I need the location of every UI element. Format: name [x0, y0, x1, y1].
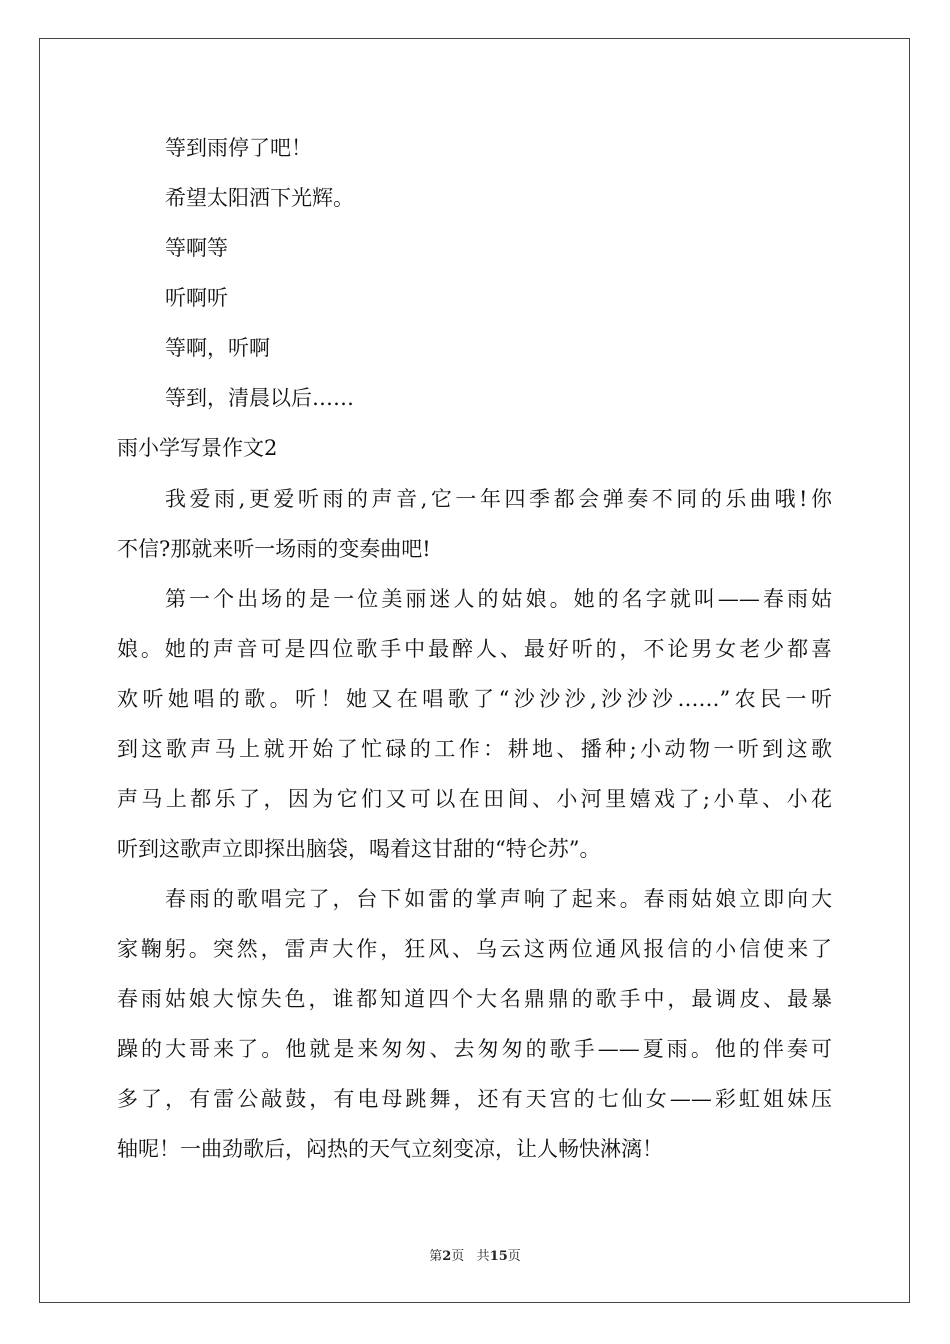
section-heading: 雨小学写景作文2 — [117, 436, 278, 460]
poem-line: 等到雨停了吧！ — [165, 136, 312, 160]
paragraph-line: 家鞠躬。突然，雷声大作，狂风、乌云这两位通风报信的小信使来了 — [117, 937, 832, 961]
paragraph-line: 欢听她唱的歌。听！她又在唱歌了“沙沙沙,沙沙沙……”农民一听 — [117, 687, 832, 711]
paragraph-line: 娘。她的声音可是四位歌手中最醉人、最好听的，不论男女老少都喜 — [117, 637, 832, 661]
paragraph-line: 躁的大哥来了。他就是来匆匆、去匆匆的歌手——夏雨。他的伴奏可 — [117, 1037, 832, 1061]
paragraph-line: 到这歌声马上就开始了忙碌的工作：耕地、播种;小动物一听到这歌 — [117, 737, 832, 761]
paragraph-line: 春雨的歌唱完了，台下如雷的掌声响了起来。春雨姑娘立即向大 — [165, 887, 832, 911]
paragraph-line: 声马上都乐了，因为它们又可以在田间、小河里嬉戏了;小草、小花 — [117, 787, 832, 811]
paragraph-line: 第一个出场的是一位美丽迷人的姑娘。她的名字就叫——春雨姑 — [165, 587, 832, 611]
poem-line: 等到，清晨以后…… — [165, 386, 354, 410]
page-suffix: 页 — [451, 1249, 465, 1264]
paragraph-line: 轴呢！一曲劲歌后，闷热的天气立刻变凉，让人畅快淋漓！ — [117, 1137, 663, 1161]
poem-line: 希望太阳洒下光辉。 — [165, 186, 354, 210]
paragraph-line: 春雨姑娘大惊失色，谁都知道四个大名鼎鼎的歌手中，最调皮、最暴 — [117, 987, 832, 1011]
poem-line: 听啊听 — [165, 286, 228, 310]
total-prefix: 共 — [476, 1249, 490, 1264]
poem-line: 等啊，听啊 — [165, 336, 270, 360]
paragraph-line: 我爱雨,更爱听雨的声音,它一年四季都会弹奏不同的乐曲哦!你 — [165, 487, 832, 511]
page-number: 2 — [442, 1249, 452, 1264]
total-pages: 15 — [489, 1249, 508, 1264]
paragraph-line: 听到这歌声立即探出脑袋，喝着这甘甜的“特仑苏”。 — [117, 837, 601, 861]
total-suffix: 页 — [507, 1249, 521, 1264]
poem-line: 等啊等 — [165, 236, 228, 260]
paragraph-line: 不信?那就来听一场雨的变奏曲吧! — [117, 537, 431, 561]
page-prefix: 第 — [429, 1249, 443, 1264]
paragraph-line: 多了，有雷公敲鼓，有电母跳舞，还有天宫的七仙女——彩虹姐妹压 — [117, 1087, 832, 1111]
page-footer — [0, 1248, 950, 1266]
